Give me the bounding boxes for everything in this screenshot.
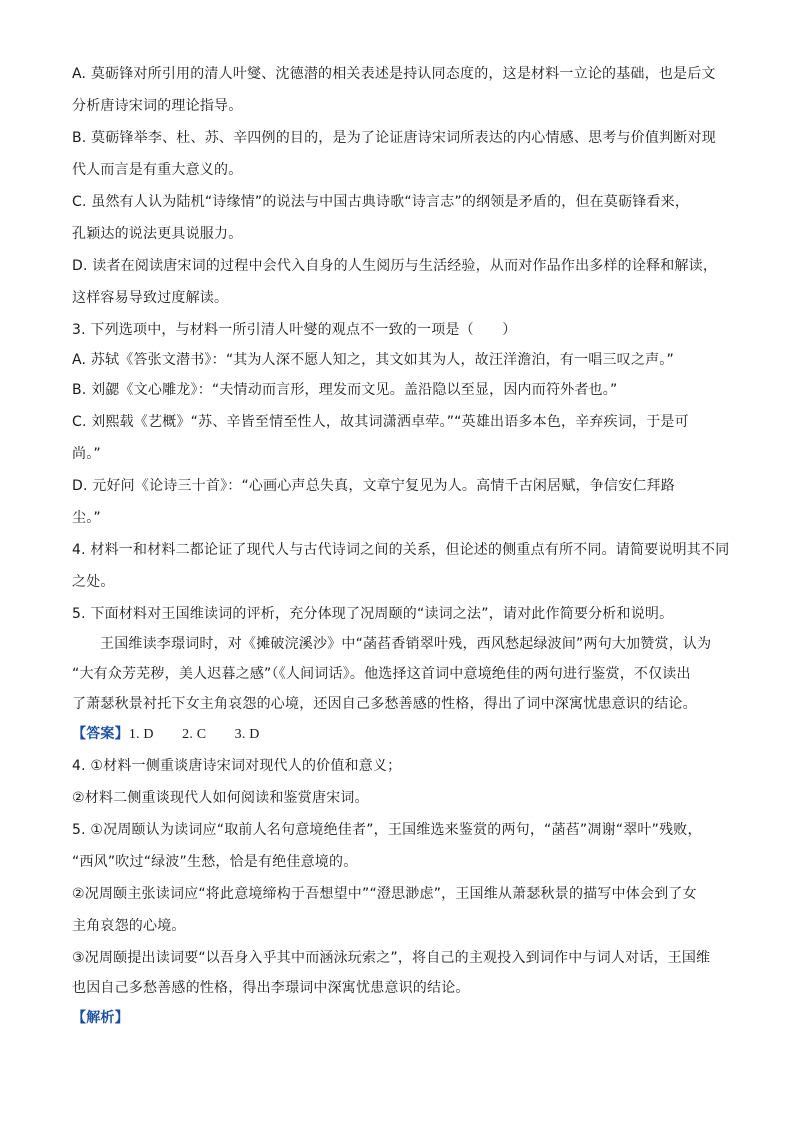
q3-option-a: A. 苏轼《答张文潜书》：“其为人深不愿人知之，其文如其为人，故汪洋澹泊，有一唱三叹之声。” [72,352,674,368]
question-4-line-1: 4. 材料一和材料二都论证了现代人与古代诗词之间的关系，但论述的侧重点有所不同。请简要说明其不同 [72,542,730,558]
answer-5-point-2-line-1: ②况周颐主张读词应“将此意境缔构于吾想望中”“澄思渺虑”，王国维从萧瑟秋景的描写中体会到了女 [72,886,697,902]
q3-option-c-line-1: C. 刘熙载《艺概》“苏、辛皆至情至性人，故其词潇洒卓荦。”“英雄出语多本色，辛弃疾词，于是可 [72,414,689,430]
option-d-line-2: 这样容易导致过度解读。 [72,290,229,306]
option-c-line-1: C. 虽然有人认为陆机“诗缘情”的说法与中国古典诗歌“诗言志”的纲领是矛盾的，但在莫砺锋看来， [72,194,690,210]
answer-4-point-1: 4. ①材料一侧重谈唐诗宋词对现代人的价值和意义； [72,758,402,774]
question-5: 5. 下面材料对王国维读词的评析，充分体现了况周颐的“读词之法”，请对此作简要分析和说明。 [72,606,674,622]
question-3: 3. 下列选项中，与材料一所引清人叶燮的观点不一致的一项是（ ） [72,322,517,338]
option-b-line-2: 代人而言是有重大意义的。 [72,162,243,178]
answer-5-point-3-line-2: 也因自己多愁善感的性格，得出李璟词中深寓忧患意识的结论。 [72,980,470,996]
answer-4-point-2: ②材料二侧重谈现代人如何阅读和鉴赏唐宋词。 [72,790,369,806]
q3-option-c-line-2: 尚。” [72,446,101,462]
answer-5-point-1-line-2: “西风”吹过“绿波”生愁，恰是有绝佳意境的。 [72,854,358,870]
material-line-3: 了萧瑟秋景衬托下女主角哀怨的心境，还因自己多愁善感的性格，得出了词中深寓忧患意识的结论。 [72,696,697,712]
option-a-line-2: 分析唐诗宋词的理论指导。 [72,98,243,114]
answer-tag: 【答案】 [72,726,129,742]
answer-choices: 1. D 2. C 3. D [128,727,260,742]
material-line-2: “大有众芳芜秽，美人迟暮之感”（《人间词话》。他选择这首词中意境绝佳的两句进行鉴赏，不仅读出 [72,666,691,682]
answer-5-point-1-line-1: 5. ①况周颐认为读词应“取前人名句意境绝佳者”，王国维选来鉴赏的两句，“菡萏”凋谢“翠叶”残败， [72,822,702,838]
option-d-line-1: D. 读者在阅读唐宋词的过程中会代入自身的人生阅历与生活经验，从而对作品作出多样的诠释和解读， [72,258,718,274]
material-line-1: 王国维读李璟词时，对《摊破浣溪沙》中“菡萏香销翠叶残，西风愁起绿波间”两句大加赞赏，认为 [100,636,712,652]
option-c-line-2: 孔颖达的说法更具说服力。 [72,226,243,242]
option-b-line-1: B. 莫砺锋举李、杜、苏、辛四例的目的，是为了论证唐诗宋词所表达的内心情感、思考与价值判断对现 [72,130,716,146]
question-4-line-2: 之处。 [72,574,115,590]
analysis-tag: 【解析】 [72,1010,129,1026]
option-a-line-1: A. 莫砺锋对所引用的清人叶燮、沈德潜的相关表述是持认同态度的，这是材料一立论的基础，也是后文 [72,66,716,82]
answer-line [72,724,260,745]
answer-5-point-2-line-2: 主角哀怨的心境。 [72,918,186,934]
q3-option-d-line-1: D. 元好问《论诗三十首》：“心画心声总失真，文章宁复见为人。高情千古闲居赋，争信安仁拜路 [72,478,675,494]
answer-5-point-3-line-1: ③况周颐提出读词要“以吾身入乎其中而涵泳玩索之”，将自己的主观投入到词作中与词人对话，王国维 [72,950,711,966]
q3-option-d-line-2: 尘。” [72,510,101,526]
q3-option-b: B. 刘勰《文心雕龙》：“夫情动而言形，理发而文见。盖沿隐以至显，因内而符外者也。” [72,382,618,398]
